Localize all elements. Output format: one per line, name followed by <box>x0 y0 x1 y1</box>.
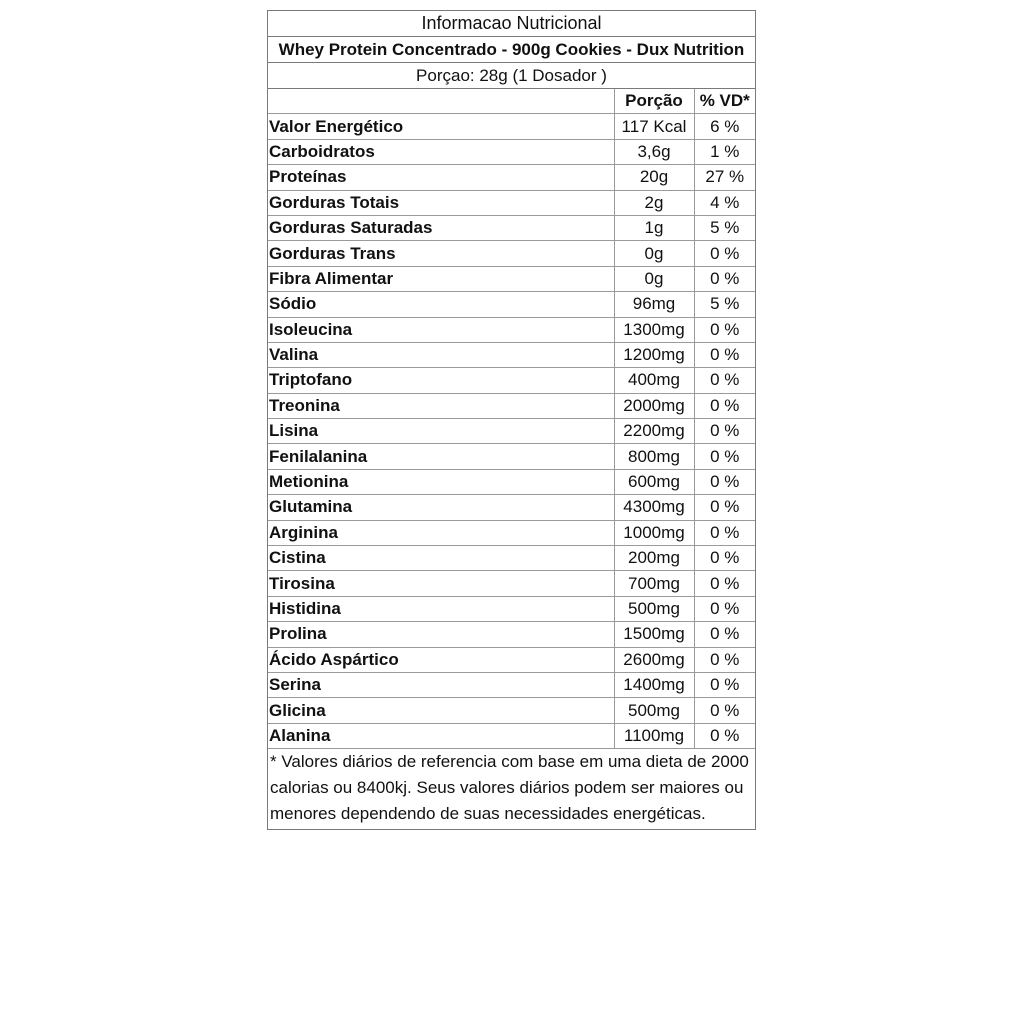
nutrient-daily-value: 0 % <box>694 571 755 596</box>
table-row <box>268 393 755 418</box>
nutrient-amount: 200mg <box>614 546 694 571</box>
nutrient-amount: 117 Kcal <box>614 114 694 139</box>
nutrition-rows <box>268 114 755 749</box>
nutrient-daily-value: 0 % <box>694 266 755 291</box>
nutrient-name: Valina <box>268 342 614 367</box>
nutrient-amount: 3,6g <box>614 139 694 164</box>
nutrient-name: Alanina <box>268 723 614 748</box>
header-daily-value: % VD* <box>694 89 755 114</box>
table-row <box>268 647 755 672</box>
nutrient-daily-value: 0 % <box>694 495 755 520</box>
nutrient-name: Histidina <box>268 596 614 621</box>
table-row <box>268 571 755 596</box>
nutrient-daily-value: 5 % <box>694 292 755 317</box>
table-row <box>268 215 755 240</box>
table-row <box>268 723 755 748</box>
nutrient-amount: 1100mg <box>614 723 694 748</box>
nutrient-amount: 400mg <box>614 368 694 393</box>
nutrient-daily-value: 0 % <box>694 368 755 393</box>
nutrient-amount: 500mg <box>614 596 694 621</box>
table-row <box>268 266 755 291</box>
nutrient-name: Lisina <box>268 419 614 444</box>
nutrient-daily-value: 0 % <box>694 596 755 621</box>
nutrient-amount: 1400mg <box>614 672 694 697</box>
nutrient-daily-value: 4 % <box>694 190 755 215</box>
table-row <box>268 114 755 139</box>
table-row <box>268 368 755 393</box>
nutrient-name: Tirosina <box>268 571 614 596</box>
nutrient-amount: 0g <box>614 266 694 291</box>
nutrient-daily-value: 0 % <box>694 393 755 418</box>
nutrient-daily-value: 0 % <box>694 419 755 444</box>
nutrient-name: Glutamina <box>268 495 614 520</box>
label-title: Informacao Nutricional <box>268 11 755 37</box>
nutrient-daily-value: 0 % <box>694 444 755 469</box>
nutrient-amount: 1000mg <box>614 520 694 545</box>
nutrient-daily-value: 0 % <box>694 469 755 494</box>
nutrient-amount: 0g <box>614 241 694 266</box>
nutrient-daily-value: 0 % <box>694 317 755 342</box>
table-row <box>268 241 755 266</box>
nutrient-name: Treonina <box>268 393 614 418</box>
nutrient-amount: 1300mg <box>614 317 694 342</box>
nutrient-name: Ácido Aspártico <box>268 647 614 672</box>
nutrient-name: Arginina <box>268 520 614 545</box>
nutrient-daily-value: 27 % <box>694 165 755 190</box>
table-row <box>268 419 755 444</box>
table-row <box>268 495 755 520</box>
nutrient-amount: 2600mg <box>614 647 694 672</box>
nutrient-name: Isoleucina <box>268 317 614 342</box>
nutrient-daily-value: 5 % <box>694 215 755 240</box>
nutrient-amount: 600mg <box>614 469 694 494</box>
nutrient-daily-value: 6 % <box>694 114 755 139</box>
nutrient-name: Triptofano <box>268 368 614 393</box>
nutrient-daily-value: 0 % <box>694 647 755 672</box>
nutrition-table <box>268 89 755 749</box>
table-row <box>268 469 755 494</box>
nutrient-name: Sódio <box>268 292 614 317</box>
nutrient-name: Gorduras Trans <box>268 241 614 266</box>
table-row <box>268 317 755 342</box>
nutrient-name: Valor Energético <box>268 114 614 139</box>
table-row <box>268 165 755 190</box>
nutrient-name: Fenilalanina <box>268 444 614 469</box>
nutrient-daily-value: 0 % <box>694 342 755 367</box>
nutrient-daily-value: 0 % <box>694 546 755 571</box>
table-row <box>268 520 755 545</box>
nutrient-amount: 2200mg <box>614 419 694 444</box>
nutrient-amount: 96mg <box>614 292 694 317</box>
header-nutrient <box>268 89 614 114</box>
nutrient-amount: 700mg <box>614 571 694 596</box>
table-row <box>268 342 755 367</box>
nutrient-daily-value: 0 % <box>694 622 755 647</box>
table-row <box>268 672 755 697</box>
nutrient-name: Gorduras Totais <box>268 190 614 215</box>
nutrient-amount: 800mg <box>614 444 694 469</box>
header-amount: Porção <box>614 89 694 114</box>
table-row <box>268 622 755 647</box>
table-row <box>268 698 755 723</box>
table-row <box>268 444 755 469</box>
nutrient-name: Metionina <box>268 469 614 494</box>
nutrient-name: Serina <box>268 672 614 697</box>
table-header-row <box>268 89 755 114</box>
footnote: * Valores diários de referencia com base em uma dieta de 2000 calorias ou 8400kj. Seus valores diários podem ser maiores ou menores dependendo de suas necessidades energéticas. <box>270 752 749 824</box>
nutrient-name: Proteínas <box>268 165 614 190</box>
nutrient-daily-value: 0 % <box>694 241 755 266</box>
table-row <box>268 139 755 164</box>
serving-size: Porçao: 28g (1 Dosador ) <box>268 63 755 89</box>
nutrient-daily-value: 0 % <box>694 698 755 723</box>
nutrient-name: Cistina <box>268 546 614 571</box>
nutrient-amount: 2000mg <box>614 393 694 418</box>
nutrient-amount: 500mg <box>614 698 694 723</box>
product-name: Whey Protein Concentrado - 900g Cookies - Dux Nutrition <box>268 37 755 63</box>
nutrient-daily-value: 0 % <box>694 520 755 545</box>
table-row <box>268 190 755 215</box>
nutrient-daily-value: 0 % <box>694 672 755 697</box>
nutrient-name: Carboidratos <box>268 139 614 164</box>
nutrient-daily-value: 1 % <box>694 139 755 164</box>
nutrient-amount: 20g <box>614 165 694 190</box>
nutrient-amount: 1200mg <box>614 342 694 367</box>
nutrient-daily-value: 0 % <box>694 723 755 748</box>
nutrient-name: Fibra Alimentar <box>268 266 614 291</box>
nutrient-name: Gorduras Saturadas <box>268 215 614 240</box>
nutrient-amount: 4300mg <box>614 495 694 520</box>
nutrition-facts-label <box>267 10 756 830</box>
nutrient-amount: 1500mg <box>614 622 694 647</box>
table-row <box>268 596 755 621</box>
nutrient-amount: 2g <box>614 190 694 215</box>
table-row <box>268 546 755 571</box>
nutrient-amount: 1g <box>614 215 694 240</box>
nutrient-name: Prolina <box>268 622 614 647</box>
table-row <box>268 292 755 317</box>
nutrient-name: Glicina <box>268 698 614 723</box>
